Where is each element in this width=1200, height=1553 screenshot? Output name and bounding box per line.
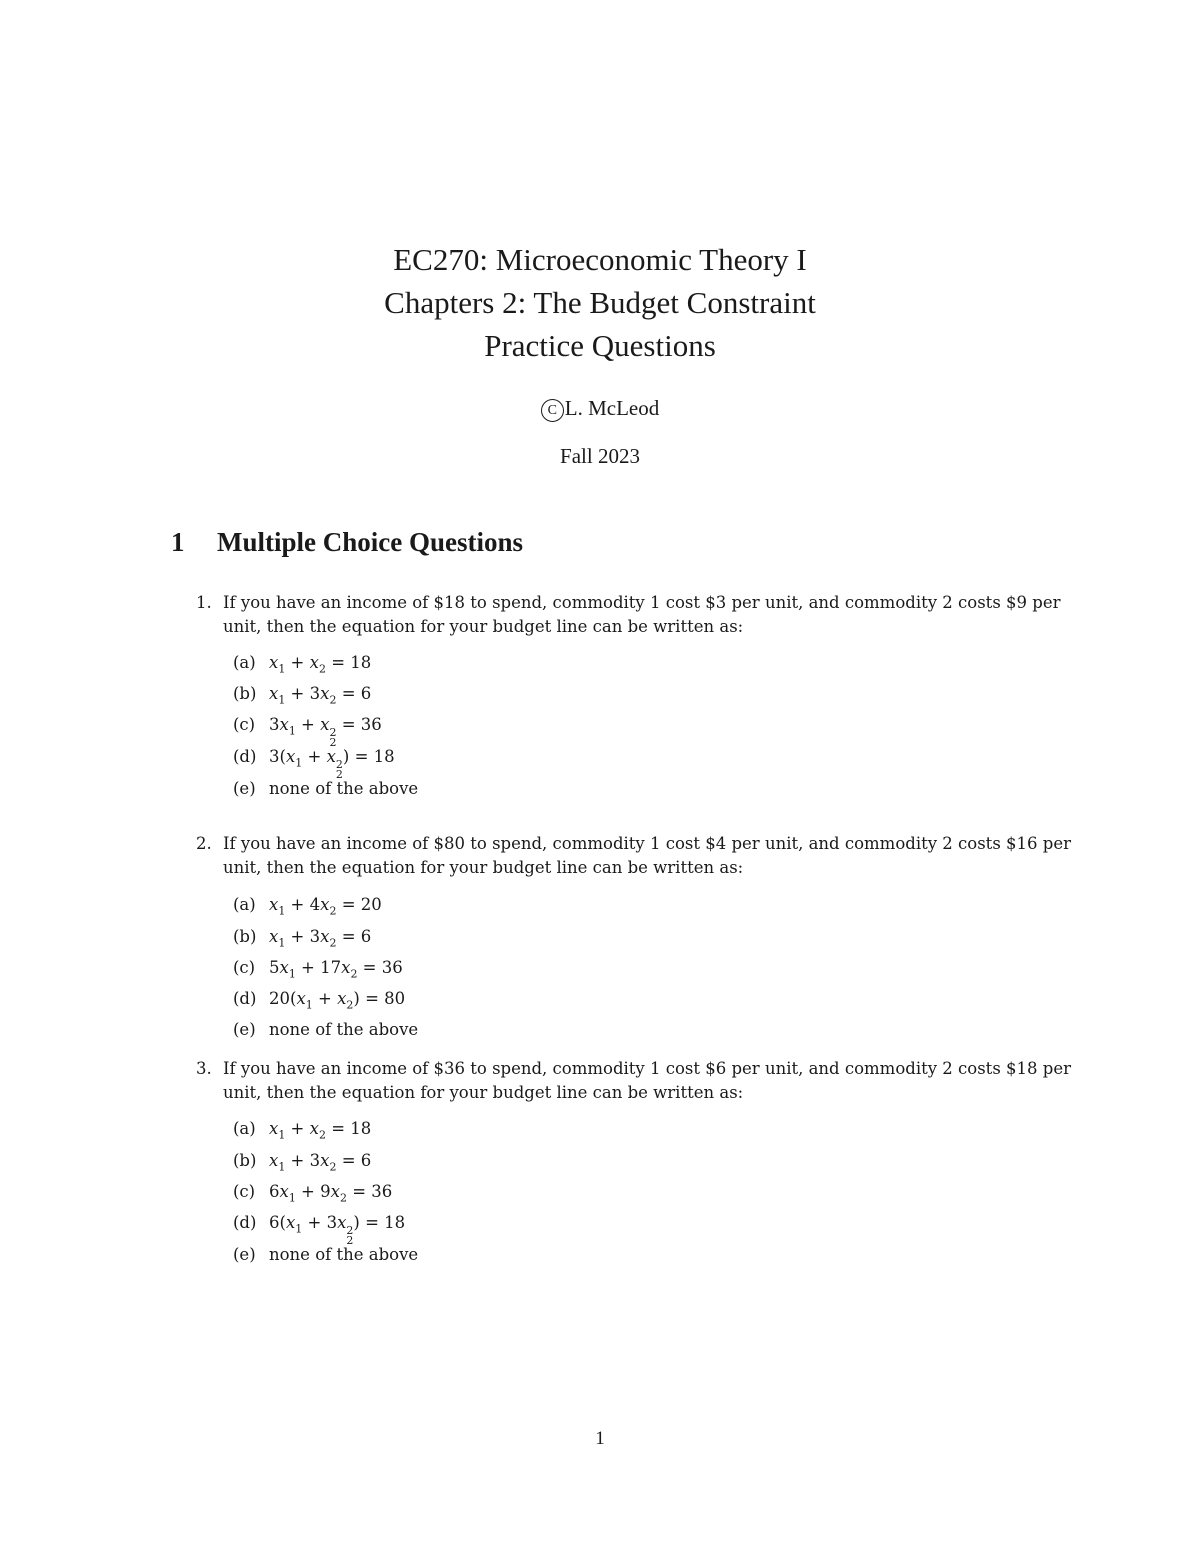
question-text: If you have an income of $80 to spend, commodity 1 cost $4 per unit, and commodity 2 costs $16 per unit, then the equation for your budget line can be written as:: [223, 834, 1071, 877]
option-label: (a): [233, 653, 256, 672]
option-text: $x_1 + 3x_2 = 6$: [269, 927, 372, 950]
question-3-option-c: [233, 1181, 392, 1209]
option-label: (e): [233, 1245, 256, 1264]
question-1-option-b: [233, 683, 371, 711]
question-3-option-e: [233, 1244, 418, 1266]
option-text: $20(x_1 + x_2) = 80$: [269, 989, 406, 1012]
option-text: $6(x_1 + 3x$ 2 2 ) = 18: [269, 1213, 406, 1247]
option-label: (c): [233, 715, 256, 734]
document-subtitle: Practice Questions: [484, 328, 716, 363]
option-text: $5x_1 + 17x_2 = 36$: [269, 958, 403, 981]
question-number: 3.: [196, 1059, 212, 1078]
option-text: $x_1 + x_2 = 18$: [269, 653, 372, 676]
option-text: $x_1 + x_2 = 18$: [269, 1119, 372, 1142]
option-text: $x_1 + 4x_2 = 20$: [269, 895, 382, 918]
page-number: 1: [595, 1428, 605, 1449]
question-1-option-a: [233, 652, 371, 680]
term-date: Fall 2023: [560, 444, 640, 468]
option-label: (b): [233, 684, 257, 703]
question-text: If you have an income of $18 to spend, commodity 1 cost $3 per unit, and commodity 2 costs $9 per unit, then the equation for your budget line can be written as:: [223, 593, 1061, 636]
option-text: $3x_1 + x$ 2 2 = 36: [269, 715, 382, 749]
section-number: 1: [171, 527, 185, 557]
option-text: $6x_1 + 9x_2 = 36$: [269, 1182, 393, 1205]
option-label: (e): [233, 779, 256, 798]
option-label: (b): [233, 927, 257, 946]
question-1-option-d: [233, 746, 395, 780]
question-2-option-d: [233, 988, 405, 1016]
question-3: [196, 1057, 1076, 1104]
question-1-option-c: [233, 714, 382, 748]
chapter-title: Chapters 2: The Budget Constraint: [384, 285, 816, 320]
option-text: none of the above: [269, 779, 419, 798]
document-title: [0, 238, 1200, 367]
author-name: L. McLeod: [564, 396, 660, 420]
option-label: (b): [233, 1151, 257, 1170]
question-2: [196, 832, 1076, 879]
question-2-option-e: [233, 1019, 418, 1041]
question-1: [196, 591, 1076, 638]
question-2-option-c: [233, 957, 403, 985]
course-title: EC270: Microeconomic Theory I: [393, 242, 807, 277]
question-number: 2.: [196, 834, 212, 853]
question-3-option-d: [233, 1212, 405, 1246]
option-text: none of the above: [269, 1020, 419, 1039]
option-text: $x_1 + 3x_2 = 6$: [269, 1151, 372, 1174]
question-3-option-b: [233, 1150, 371, 1178]
option-label: (d): [233, 747, 257, 766]
option-label: (c): [233, 958, 256, 977]
option-label: (d): [233, 1213, 257, 1232]
question-2-option-a: [233, 894, 382, 922]
question-1-option-e: [233, 778, 418, 800]
option-text: none of the above: [269, 1245, 419, 1264]
question-2-option-b: [233, 926, 371, 954]
option-text: $x_1 + 3x_2 = 6$: [269, 684, 372, 707]
option-label: (c): [233, 1182, 256, 1201]
option-label: (d): [233, 989, 257, 1008]
question-3-option-a: [233, 1118, 371, 1146]
author-line: [0, 396, 1200, 422]
question-number: 1.: [196, 593, 212, 612]
section-title: Multiple Choice Questions: [217, 527, 524, 557]
option-label: (a): [233, 895, 256, 914]
copyright-icon: C: [541, 399, 564, 422]
option-text: $3(x_1 + x$ 2 2 ) = 18: [269, 747, 395, 781]
option-label: (a): [233, 1119, 256, 1138]
question-text: If you have an income of $36 to spend, commodity 1 cost $6 per unit, and commodity 2 costs $18 per unit, then the equation for your budget line can be written as:: [223, 1059, 1071, 1102]
option-label: (e): [233, 1020, 256, 1039]
section-heading: [171, 527, 523, 558]
